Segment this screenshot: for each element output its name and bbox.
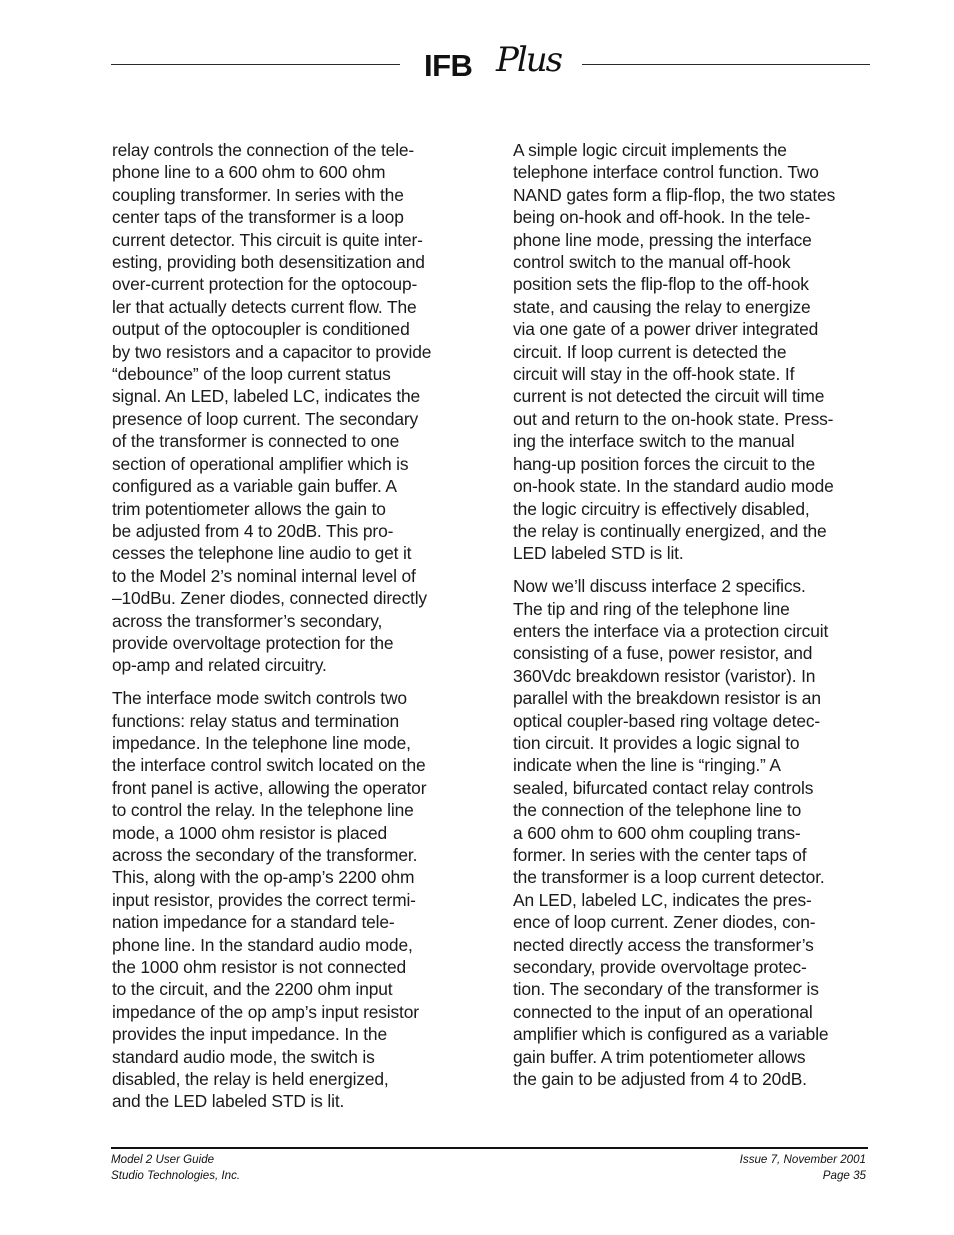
text-line: to control the relay. In the telephone line	[112, 800, 414, 821]
text-line: provides the input impedance. In the	[112, 1024, 387, 1045]
text-line: enters the interface via a protection circuit	[513, 620, 829, 641]
text-line: connected to the input of an operational	[513, 1001, 813, 1022]
text-line: A simple logic circuit implements the	[513, 140, 787, 160]
footer-guide-title: Model 2 User Guide	[111, 1153, 215, 1166]
text-line: by two resistors and a capacitor to provide	[112, 341, 432, 362]
text-line: the 1000 ohm resistor is not connected	[112, 957, 406, 978]
text-line: circuit will stay in the off-hook state. If	[513, 364, 795, 385]
text-line: input resistor, provides the correct termi-	[112, 889, 416, 910]
text-line: An LED, labeled LC, indicates the pres-	[513, 889, 812, 910]
text-line: over-current protection for the optocoup-	[112, 274, 418, 295]
text-line: optical coupler-based ring voltage detec-	[513, 710, 821, 731]
text-line: out and return to the on-hook state. Press-	[513, 408, 834, 429]
text-line: –10dBu. Zener diodes, connected directly	[112, 588, 427, 609]
text-line: the logic circuitry is effectively disabled,	[513, 498, 810, 519]
text-line: LED labeled STD is lit.	[513, 543, 684, 564]
footer-left	[111, 1152, 240, 1183]
text-line: amplifier which is configured as a variable	[513, 1024, 829, 1045]
text-line: phone line. In the standard audio mode,	[112, 934, 413, 955]
text-line: disabled, the relay is held energized,	[112, 1069, 389, 1090]
text-line: trim potentiometer allows the gain to	[112, 498, 386, 519]
text-line: on-hook state. In the standard audio mode	[513, 476, 834, 497]
text-line: parallel with the breakdown resistor is an	[513, 688, 821, 709]
text-line: gain buffer. A trim potentiometer allows	[513, 1046, 806, 1067]
text-line: Now we’ll discuss interface 2 specifics.	[513, 576, 806, 597]
text-line: mode, a 1000 ohm resistor is placed	[112, 822, 388, 843]
text-line: to the Model 2’s nominal internal level of	[112, 565, 416, 586]
header-rule-right	[582, 64, 870, 65]
text-line: sealed, bifurcated contact relay controls	[513, 777, 814, 798]
text-line: configured as a variable gain buffer. A	[112, 476, 397, 497]
text-line: across the secondary of the transformer.	[112, 844, 418, 865]
text-line: ler that actually detects current flow. The	[112, 296, 417, 317]
left-column	[112, 139, 474, 1123]
text-line: across the transformer’s secondary,	[112, 610, 383, 631]
text-line: ing the interface switch to the manual	[513, 431, 795, 452]
text-line: and the LED labeled STD is lit.	[112, 1091, 345, 1112]
text-line: 360Vdc breakdown resistor (varistor). In	[513, 665, 816, 686]
text-line: the connection of the telephone line to	[513, 800, 802, 821]
text-line: consisting of a fuse, power resistor, and	[513, 643, 813, 664]
text-line: tion circuit. It provides a logic signal to	[513, 732, 800, 753]
text-line: “debounce” of the loop current status	[112, 364, 391, 385]
text-line: current detector. This circuit is quite inter-	[112, 229, 423, 250]
text-line: front panel is active, allowing the operator	[112, 777, 427, 798]
text-line: op-amp and related circuitry.	[112, 655, 327, 676]
text-line: the transformer is a loop current detector.	[513, 867, 825, 888]
text-line: provide overvoltage protection for the	[112, 632, 394, 653]
text-line: control switch to the manual off-hook	[513, 252, 791, 273]
body-paragraph	[112, 139, 474, 677]
right-column	[513, 139, 875, 1101]
footer-rule	[111, 1147, 868, 1149]
text-line: of the transformer is connected to one	[112, 431, 400, 452]
footer-issue: Issue 7, November 2001	[739, 1153, 866, 1166]
text-line: signal. An LED, labeled LC, indicates the	[112, 386, 421, 407]
text-line: The tip and ring of the telephone line	[513, 598, 790, 619]
text-line: via one gate of a power driver integrated	[513, 319, 819, 340]
text-line: coupling transformer. In series with the	[112, 184, 404, 205]
text-line: phone line to a 600 ohm to 600 ohm	[112, 162, 386, 183]
ifb-plus-logo	[424, 42, 564, 86]
text-line: center taps of the transformer is a loop	[112, 207, 404, 228]
footer-page-number: Page 35	[822, 1168, 866, 1182]
logo-script-text: Plus	[496, 40, 562, 80]
text-line: impedance of the op amp’s input resistor	[112, 1001, 419, 1022]
text-line: tion. The secondary of the transformer is	[513, 979, 819, 1000]
text-line: telephone interface control function. Two	[513, 162, 819, 183]
text-line: NAND gates form a flip-flop, the two states	[513, 184, 836, 205]
text-line: state, and causing the relay to energize	[513, 296, 811, 317]
text-line: indicate when the line is “ringing.” A	[513, 755, 781, 776]
text-line: being on-hook and off-hook. In the tele-	[513, 207, 811, 228]
body-paragraph	[513, 139, 875, 565]
text-line: the relay is continually energized, and the	[513, 520, 827, 541]
text-line: current is not detected the circuit will time	[513, 386, 825, 407]
body-paragraph	[513, 575, 875, 1090]
text-line: relay controls the connection of the tele-	[112, 140, 415, 160]
text-line: functions: relay status and termination	[112, 710, 400, 731]
text-line: a 600 ohm to 600 ohm coupling trans-	[513, 822, 801, 843]
logo-main-text: IFB	[424, 48, 473, 83]
text-line: phone line mode, pressing the interface	[513, 229, 812, 250]
text-line: section of operational amplifier which is	[112, 453, 409, 474]
text-line: The interface mode switch controls two	[112, 688, 407, 709]
text-line: presence of loop current. The secondary	[112, 408, 419, 429]
text-line: the interface control switch located on the	[112, 755, 426, 776]
text-line: circuit. If loop current is detected the	[513, 341, 787, 362]
text-line: hang-up position forces the circuit to the	[513, 453, 816, 474]
footer-right	[740, 1152, 866, 1183]
body-paragraph	[112, 687, 474, 1113]
text-line: ence of loop current. Zener diodes, con-	[513, 912, 816, 933]
text-line: esting, providing both desensitization and	[112, 252, 425, 273]
header-rule-left	[111, 64, 400, 65]
text-line: This, along with the op-amp’s 2200 ohm	[112, 867, 415, 888]
text-line: secondary, provide overvoltage protec-	[513, 957, 807, 978]
text-line: nected directly access the transformer’s	[513, 934, 814, 955]
text-line: position sets the flip-flop to the off-hook	[513, 274, 809, 295]
text-line: former. In series with the center taps of	[513, 844, 807, 865]
text-line: the gain to be adjusted from 4 to 20dB.	[513, 1069, 807, 1090]
text-line: impedance. In the telephone line mode,	[112, 732, 411, 753]
text-line: be adjusted from 4 to 20dB. This pro-	[112, 520, 394, 541]
footer-company: Studio Technologies, Inc.	[111, 1168, 241, 1182]
text-line: to the circuit, and the 2200 ohm input	[112, 979, 393, 1000]
text-line: nation impedance for a standard tele-	[112, 912, 395, 933]
text-line: standard audio mode, the switch is	[112, 1046, 375, 1067]
text-line: output of the optocoupler is conditioned	[112, 319, 410, 340]
text-line: cesses the telephone line audio to get it	[112, 543, 412, 564]
